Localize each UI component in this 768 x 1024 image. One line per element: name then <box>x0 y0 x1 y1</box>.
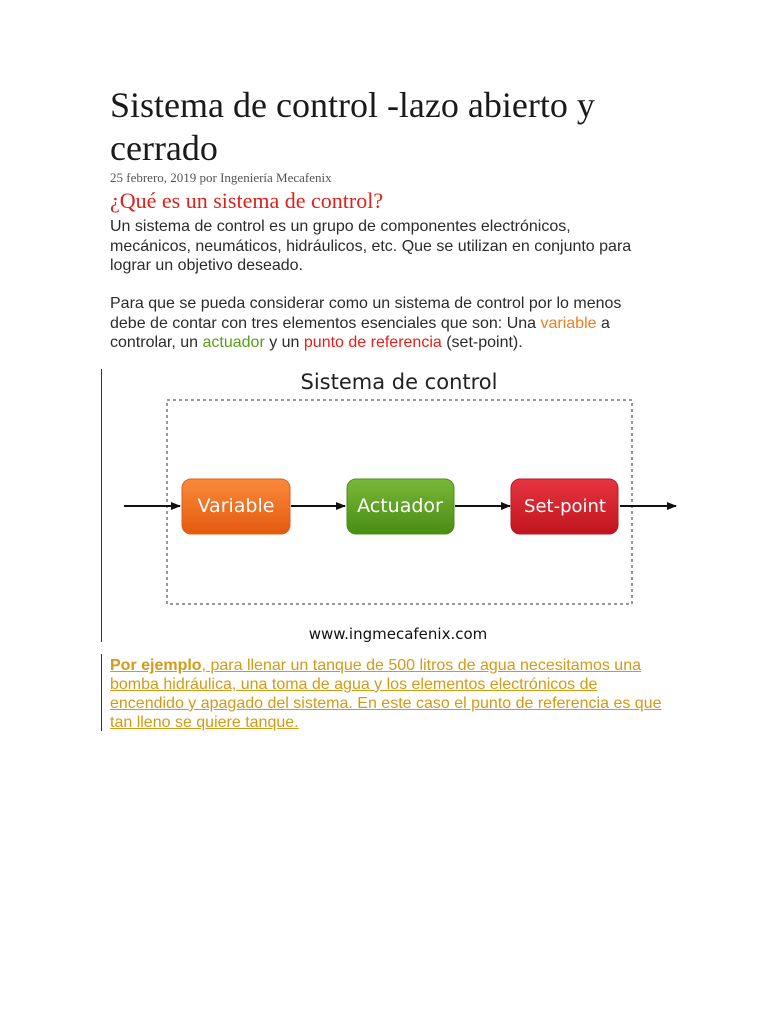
variable-block-label: Variable <box>197 495 275 517</box>
section-heading: ¿Qué es un sistema de control? <box>110 188 384 213</box>
diagram-title: Sistema de control <box>300 370 498 394</box>
example-paragraph <box>110 656 670 732</box>
post-meta: 25 febrero, 2019 por Ingeniería Mecafenix <box>110 170 332 185</box>
variable-term: variable <box>540 314 597 332</box>
elements-lead-text: Para que se pueda considerar como un sistema de control por lo menos debe de contar con tres elementos esenciales que son: Una <box>110 295 622 332</box>
elements-text-1: a controlar, un <box>110 314 610 351</box>
diagram-website: www.ingmecafenix.com <box>308 625 488 643</box>
example-text: , para llenar un tanque de 500 litros de agua necesitamos una bomba hidráulica, una toma de agua y los elementos electrónicos de encendido y apagado del sistema. En este caso el punto de referencia es que tan lleno se quiere tanque. <box>110 657 662 731</box>
elements-text-3: (set-point). <box>441 334 523 351</box>
setpoint-block-label: Set-point <box>524 496 606 517</box>
left-margin-line-lower <box>101 654 102 731</box>
control-system-diagram <box>100 362 690 647</box>
example-bold-lead: Por ejemplo <box>110 657 202 674</box>
intro-paragraph: Un sistema de control es un grupo de componentes electrónicos, mecánicos, neumáticos, hidráulicos, etc. Que se utilizan en conjunto para lograr un objetivo deseado. <box>110 218 632 274</box>
elements-text-2: y un <box>264 334 304 351</box>
elements-paragraph <box>110 294 640 353</box>
page-title: Sistema de control -lazo abierto y cerrado <box>110 85 595 168</box>
punto-referencia-term: punto de referencia <box>303 334 442 351</box>
actuador-term: actuador <box>202 334 265 351</box>
actuador-block-label: Actuador <box>357 495 443 517</box>
